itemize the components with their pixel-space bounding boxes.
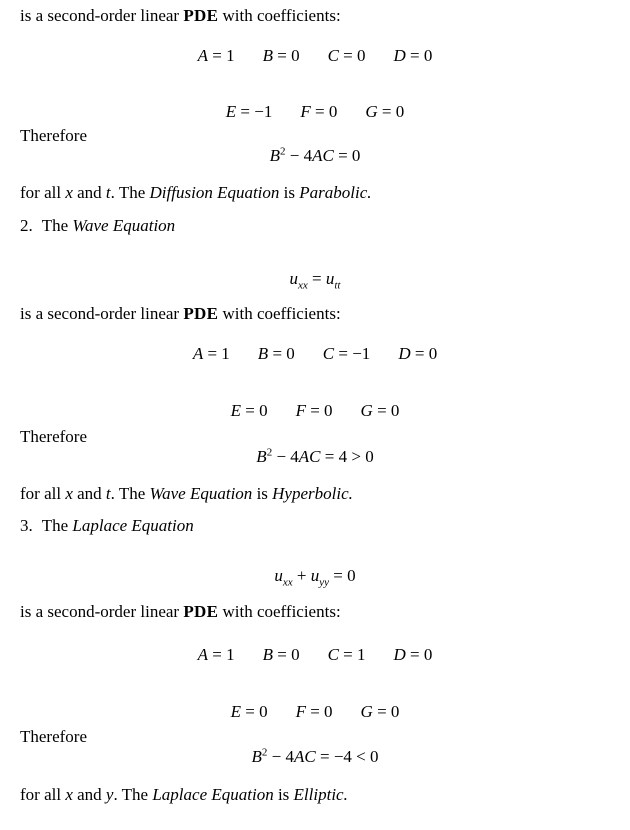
coefficient-value: 0: [357, 46, 366, 65]
discriminant-vars: AC: [293, 747, 316, 766]
coefficient-value: 0: [390, 702, 400, 721]
section-heading-wave: [20, 216, 175, 236]
coefficient-c: [328, 645, 366, 665]
coefficient-variable: D: [393, 46, 406, 65]
equals-sign: =: [207, 344, 218, 363]
minus-sign: −: [289, 146, 300, 165]
conclusion-mid: . The: [110, 183, 146, 202]
equals-sign: =: [240, 102, 251, 121]
coefficient-d: [398, 344, 437, 364]
pde-bold: PDE: [183, 602, 219, 621]
coefficient-variable: E: [225, 102, 237, 121]
coefficient-g: [365, 102, 404, 122]
coefficient-value: 0: [291, 645, 300, 664]
equals-sign: =: [319, 747, 330, 766]
coefficient-variable: C: [327, 46, 339, 65]
coefficient-f: [296, 401, 333, 421]
equals-sign: =: [310, 401, 320, 420]
discriminant-result: 0: [351, 146, 361, 165]
therefore-text: Therefore: [20, 126, 88, 145]
minus-sign: −: [271, 747, 282, 766]
pde-bold: PDE: [183, 6, 219, 25]
coefficient-a: [198, 46, 235, 66]
equals-sign: =: [310, 702, 320, 721]
u-term: u: [310, 566, 320, 585]
coefficient-value: 0: [395, 102, 405, 121]
conclusion-is: is: [283, 183, 295, 202]
conclusion-pre: for all: [20, 183, 62, 202]
subscript-yy: yy: [319, 576, 330, 589]
coefficient-e: [231, 401, 268, 421]
conclusion-and: and: [77, 484, 102, 503]
coefficient-a: [193, 344, 230, 364]
coefficient-b: [263, 645, 300, 665]
coefficient-4: 4: [285, 747, 294, 766]
coefficient-variable: E: [230, 401, 241, 420]
coefficient-value: −1: [254, 102, 273, 121]
equals-sign: =: [272, 344, 283, 363]
intro-line-wave: [20, 304, 341, 324]
conclusion-line-wave: [20, 484, 353, 504]
coefficient-c: [328, 46, 366, 66]
coefficient-g: [361, 702, 400, 722]
section-number: 3.: [20, 516, 33, 535]
coefficient-value: 0: [428, 344, 438, 363]
equals-sign: =: [245, 702, 255, 721]
coefficient-value: 1: [221, 344, 230, 363]
superscript-2: 2: [279, 145, 286, 158]
intro-pre: is a second-order linear: [20, 304, 180, 323]
coefficient-variable: B: [257, 344, 269, 363]
discriminant-equation-diffusion: [0, 146, 630, 166]
u-term: u: [274, 566, 283, 585]
equals-sign: =: [377, 401, 387, 420]
coefficient-value: 0: [423, 46, 433, 65]
equals-sign: =: [212, 46, 222, 65]
heading-name: Wave Equation: [72, 216, 176, 235]
coefficient-value: 0: [259, 702, 268, 721]
coefficient-e: [226, 102, 273, 122]
equation-type: Elliptic.: [293, 785, 348, 804]
heading-name: Laplace Equation: [72, 516, 194, 535]
section-number: 2.: [20, 216, 33, 235]
equals-sign: =: [315, 102, 325, 121]
coefficients-row-abcd-wave: [0, 344, 630, 364]
discriminant-base: B: [269, 146, 280, 165]
equals-sign: =: [343, 46, 353, 65]
therefore-label-laplace: [20, 727, 87, 747]
discriminant-base: B: [256, 447, 267, 466]
coefficient-variable: A: [197, 645, 208, 664]
equals-sign: =: [212, 645, 222, 664]
plus-sign: +: [296, 566, 307, 585]
conclusion-line-laplace: [20, 785, 348, 805]
coefficient-variable: E: [230, 702, 241, 721]
coefficient-variable: B: [262, 46, 273, 65]
intro-post: with coefficients:: [222, 6, 341, 25]
coefficient-4: 4: [303, 146, 313, 165]
intro-line-laplace: [20, 602, 341, 622]
equation-type: Hyperbolic.: [272, 484, 353, 503]
intro-post: with coefficients:: [222, 602, 341, 621]
coefficient-variable: G: [365, 102, 378, 121]
variable-y: y: [105, 785, 114, 804]
equals-sign: =: [414, 344, 425, 363]
coefficient-variable: A: [197, 46, 208, 65]
subscript-xx: xx: [298, 279, 308, 292]
discriminant-result: 4 > 0: [338, 447, 374, 466]
equals-sign: =: [324, 447, 335, 466]
coefficients-row-abcd-laplace: [0, 645, 630, 665]
intro-post: with coefficients:: [222, 304, 341, 323]
variable-x: x: [65, 785, 73, 804]
equation-name: Diffusion Equation: [149, 183, 280, 202]
coefficient-value: 0: [286, 344, 295, 363]
discriminant-result: −4 < 0: [333, 747, 379, 766]
therefore-text: Therefore: [20, 727, 88, 746]
conclusion-pre: for all: [20, 785, 62, 804]
u-term: u: [325, 269, 335, 288]
subscript-xx: xx: [282, 576, 293, 589]
discriminant-equation-wave: [0, 447, 630, 467]
intro-pre: is a second-order linear: [20, 602, 180, 621]
equals-sign: =: [410, 46, 420, 65]
coefficient-value: 0: [324, 401, 333, 420]
equation-name: Wave Equation: [149, 484, 253, 503]
coefficient-variable: D: [398, 344, 411, 363]
minus-sign: −: [276, 447, 287, 466]
equals-sign: =: [312, 269, 322, 288]
coefficient-variable: G: [360, 702, 373, 721]
discriminant-vars: AC: [298, 447, 321, 466]
intro-pre: is a second-order linear: [20, 6, 180, 25]
equals-sign: =: [410, 645, 420, 664]
coefficient-value: 0: [259, 401, 268, 420]
conclusion-is: is: [256, 484, 268, 503]
coefficient-value: 1: [226, 46, 235, 65]
equals-sign: =: [381, 102, 392, 121]
coefficient-value: 1: [226, 645, 235, 664]
heading-the: The: [41, 216, 69, 235]
conclusion-is: is: [277, 785, 290, 804]
coefficient-value: 0: [324, 702, 333, 721]
coefficient-variable: F: [300, 102, 311, 121]
equation-type: Parabolic.: [299, 183, 372, 202]
coefficient-value: 0: [390, 401, 400, 420]
equation-name: Laplace Equation: [152, 785, 274, 804]
coefficient-4: 4: [290, 447, 299, 466]
discriminant-vars: AC: [312, 146, 334, 165]
coefficient-variable: C: [322, 344, 335, 363]
equals-sign: =: [245, 401, 255, 420]
coefficients-row-efg-wave: [0, 401, 630, 421]
coefficients-row-efg-diffusion: [0, 102, 630, 122]
coefficient-g: [361, 401, 400, 421]
coefficient-variable: F: [295, 401, 306, 420]
coefficient-variable: F: [295, 702, 306, 721]
discriminant-equation-laplace: [0, 747, 630, 767]
superscript-2: 2: [266, 446, 273, 459]
intro-line-diffusion: [20, 6, 341, 26]
equation-rhs: = 0: [333, 566, 356, 585]
variable-x: x: [65, 484, 73, 503]
coefficient-variable: A: [192, 344, 204, 363]
coefficient-d: [394, 645, 433, 665]
coefficient-variable: D: [393, 645, 406, 664]
coefficient-variable: G: [360, 401, 373, 420]
conclusion-mid: . The: [110, 484, 146, 503]
equals-sign: =: [343, 645, 353, 664]
section-heading-laplace: [20, 516, 194, 536]
coefficient-b: [258, 344, 295, 364]
equals-sign: =: [277, 645, 287, 664]
equals-sign: =: [338, 146, 348, 165]
coefficient-value: 0: [423, 645, 433, 664]
coefficient-b: [263, 46, 300, 66]
conclusion-and: and: [77, 183, 102, 202]
pde-bold: PDE: [183, 304, 219, 323]
therefore-text: Therefore: [20, 427, 88, 446]
coefficient-f: [300, 102, 337, 122]
conclusion-line-diffusion: [20, 183, 372, 203]
coefficients-row-efg-laplace: [0, 702, 630, 722]
coefficient-d: [394, 46, 433, 66]
equals-sign: =: [277, 46, 287, 65]
subscript-tt: tt: [334, 279, 341, 292]
coefficient-value: −1: [352, 344, 371, 363]
coefficient-variable: B: [262, 645, 273, 664]
coefficient-a: [198, 645, 235, 665]
coefficient-variable: C: [327, 645, 339, 664]
u-term: u: [289, 269, 298, 288]
equals-sign: =: [338, 344, 348, 363]
coefficient-value: 0: [291, 46, 300, 65]
variable-x: x: [65, 183, 73, 202]
coefficient-e: [231, 702, 268, 722]
coefficient-c: [323, 344, 371, 364]
coefficient-value: 0: [328, 102, 338, 121]
therefore-label-wave: [20, 427, 87, 447]
conclusion-pre: for all: [20, 484, 62, 503]
equals-sign: =: [377, 702, 387, 721]
conclusion-mid: . The: [113, 785, 149, 804]
variable-t: t: [105, 183, 111, 202]
pde-equation-laplace: [0, 566, 630, 589]
coefficients-row-abcd-diffusion: [0, 46, 630, 66]
therefore-label-diffusion: [20, 126, 87, 146]
superscript-2: 2: [261, 746, 268, 759]
heading-the: The: [41, 516, 69, 535]
pde-equation-wave: [0, 269, 630, 292]
coefficient-value: 1: [357, 645, 366, 664]
coefficient-f: [296, 702, 333, 722]
conclusion-and: and: [77, 785, 102, 804]
discriminant-base: B: [251, 747, 262, 766]
variable-t: t: [105, 484, 111, 503]
